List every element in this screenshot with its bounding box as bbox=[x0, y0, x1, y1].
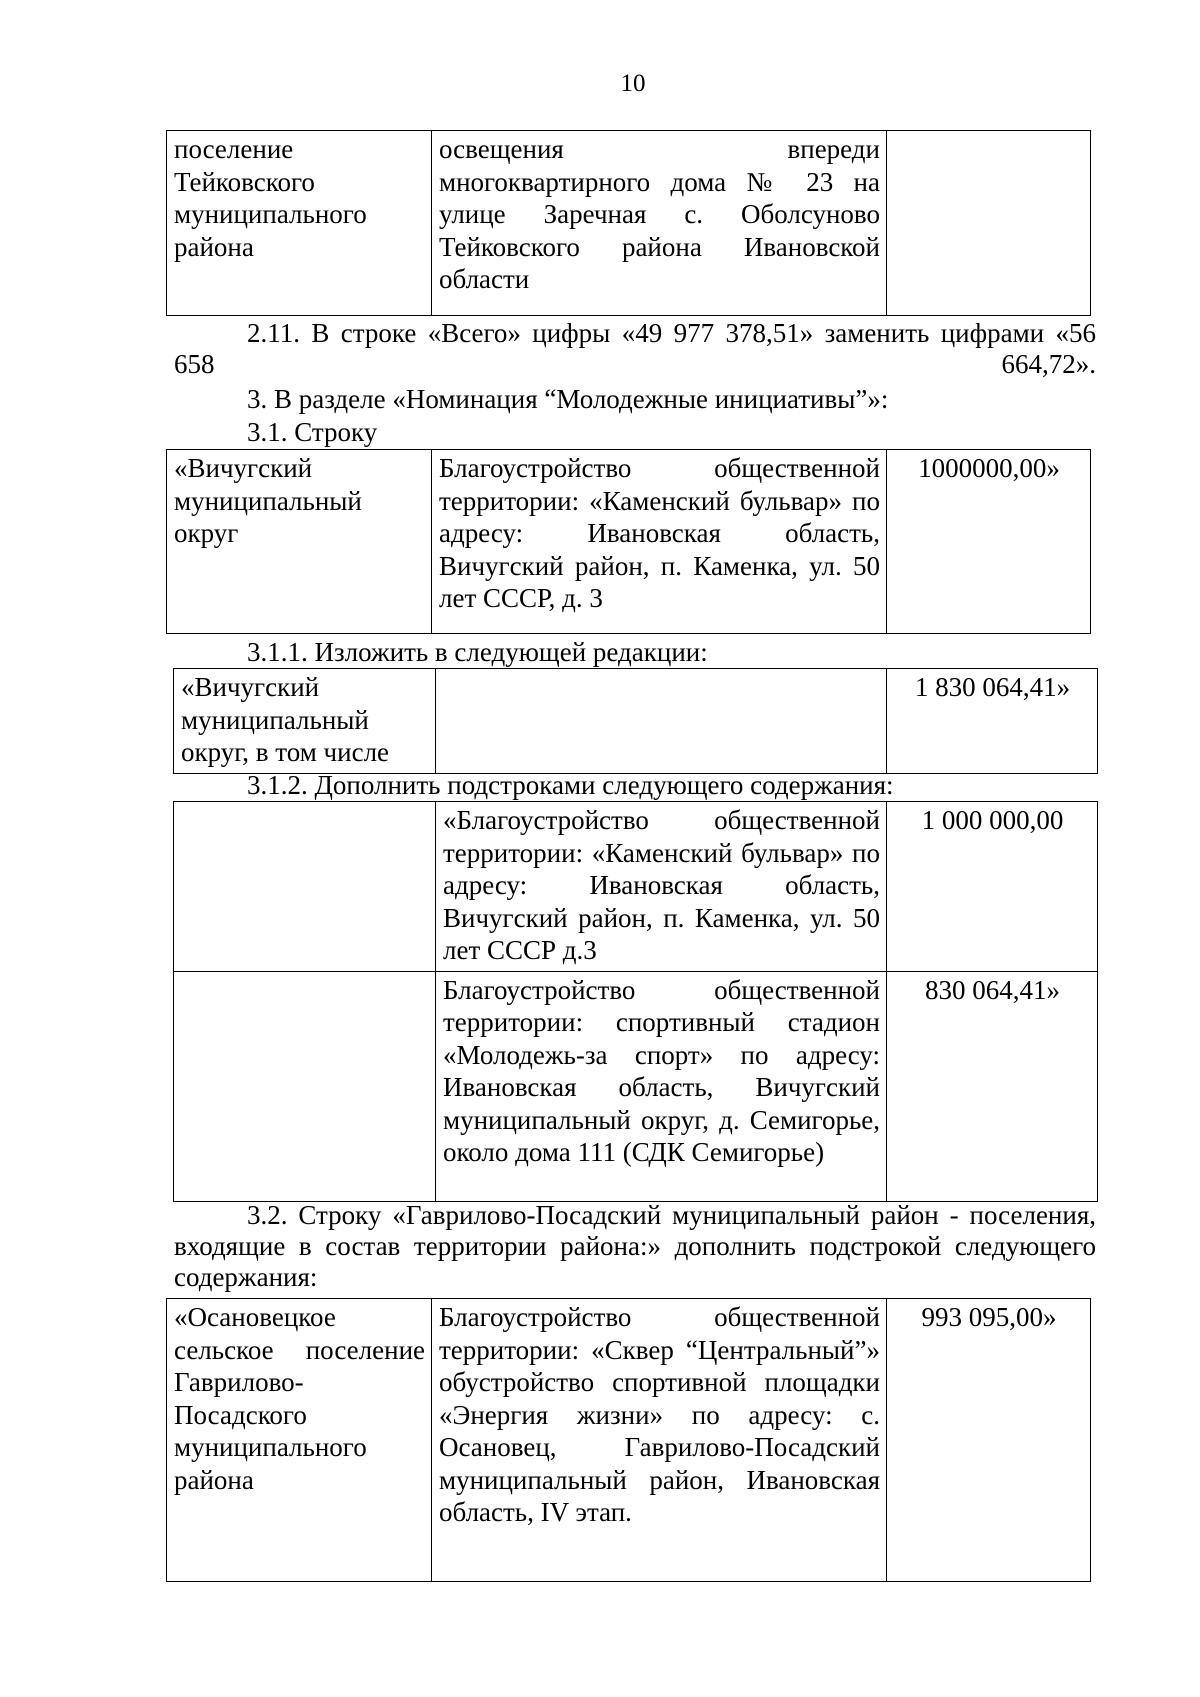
cell-recipient: поселение Тейковского муниципального района bbox=[167, 131, 432, 316]
paragraph-3-2: 3.2. Строку «Гаврилово-Посадский муниципальный район - поселения, входящие в состав территории района:» дополнить подстрокой следующего содержания: bbox=[174, 1200, 1096, 1292]
cell-amount bbox=[887, 131, 1091, 316]
cell-recipient bbox=[174, 971, 436, 1201]
paragraph-3-1-2: 3.1.2. Дополнить подстроками следующего содержания: bbox=[247, 770, 894, 800]
page-number: 10 bbox=[620, 70, 646, 97]
table-row bbox=[167, 1299, 1091, 1582]
paragraph-3-1: 3.1. Строку bbox=[247, 417, 378, 447]
cell-recipient bbox=[174, 802, 436, 972]
cell-amount: 1 000 000,00 bbox=[887, 802, 1098, 972]
cell-amount: 830 064,41» bbox=[887, 971, 1098, 1201]
table-vichuga-subrows bbox=[173, 801, 1098, 1202]
cell-object: «Благоустройство общественной территории: «Каменский бульвар» по адресу: Ивановская область, Вичугский район, п. Каменка, ул. 50 лет СССР д.3 bbox=[436, 802, 887, 972]
cell-amount: 1000000,00» bbox=[887, 450, 1091, 634]
cell-object: Благоустройство общественной территории: «Каменский бульвар» по адресу: Ивановская область, Вичугский район, п. Каменка, ул. 50 лет СССР, д. 3 bbox=[432, 450, 887, 634]
table-row bbox=[174, 669, 1098, 774]
table-row bbox=[167, 131, 1091, 316]
paragraph-2-11: 2.11. В строке «Всего» цифры «49 977 378,51» заменить цифрами «56 658 664,72». bbox=[174, 318, 1096, 379]
cell-recipient: «Вичугский муниципальный округ bbox=[167, 450, 432, 634]
cell-recipient: «Осановецкое сельское поселение Гаврилово-Посадского муниципального района bbox=[167, 1299, 432, 1582]
cell-amount: 993 095,00» bbox=[887, 1299, 1091, 1582]
table-vichuga-original-row bbox=[166, 449, 1091, 634]
cell-recipient: «Вичугский муниципальный округ, в том числе bbox=[174, 669, 436, 774]
table-row bbox=[174, 802, 1098, 972]
table-osanovets-subrow bbox=[166, 1298, 1091, 1582]
table-row bbox=[167, 450, 1091, 634]
paragraph-3: 3. В разделе «Номинация “Молодежные инициативы”»: bbox=[247, 384, 889, 414]
table-row bbox=[174, 971, 1098, 1201]
paragraph-3-1-1: 3.1.1. Изложить в следующей редакции: bbox=[247, 637, 708, 667]
cell-object bbox=[436, 669, 887, 774]
cell-object: Благоустройство общественной территории: спортивный стадион «Молодежь-за спорт» по адресу: Ивановская область, Вичугский муниципальный округ, д. Семигорье, около дома 111 (СДК Семигорье) bbox=[436, 971, 887, 1201]
cell-amount: 1 830 064,41» bbox=[887, 669, 1098, 774]
table-oblsunovo-fragment bbox=[166, 130, 1091, 316]
cell-object: освещения впереди многоквартирного дома № 23 на улице Заречная с. Оболсуново Тейковского района Ивановской области bbox=[432, 131, 887, 316]
cell-object: Благоустройство общественной территории: «Сквер “Центральный”» обустройство спортивной площадки «Энергия жизни» по адресу: с. Осановец, Гаврилово-Посадский муниципальный район, Ивановская область, IV этап. bbox=[432, 1299, 887, 1582]
table-vichuga-new-row bbox=[173, 668, 1098, 774]
